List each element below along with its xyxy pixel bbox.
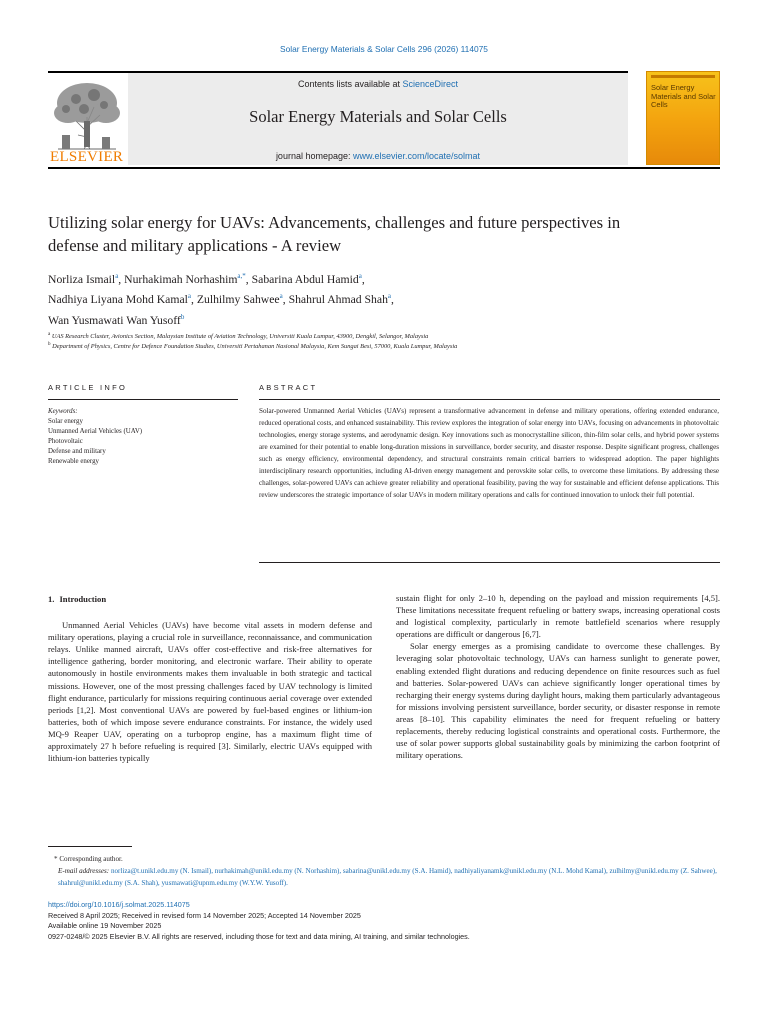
author-affil-sup[interactable]: a — [115, 272, 119, 280]
keyword-item: Unmanned Aerial Vehicles (UAV) — [48, 427, 143, 435]
affiliation-text: UAS Research Cluster, Avionics Section, Malaysian Institute of Aviation Technology, Universiti Kuala Lumpur, 43900, Dengkil, Selangor, Malaysia — [51, 333, 429, 341]
keywords-block — [48, 407, 238, 466]
body-paragraph: sustain flight for only 2–10 h, depending on the payload and mission requirements [4,5]. These limitations necessitate frequent refueling or battery swaps, increasing operational costs and logistical complexity, particularly in remote battlefield scenarios where resupply operations are difficult or dangerous [6,7]. — [396, 593, 720, 640]
body-paragraph: Solar energy emerges as a promising candidate to overcome these challenges. By leveraging solar photovoltaic technology, UAVs can harness sunlight to generate power, enabling extended flight durations and reducing dependence on finite resources such as fuel and batteries. Solar-powered UAVs can achieve significantly longer operational times by recharging their energy systems during daylight hours, making them particularly advantageous for missions involving persistent surveillance, border security, or disaster response in remote areas [8–10]. This capability eliminates the need for frequent refueling or battery replacements, thereby reducing logistical constraints and operational costs. Furthermore, the use of solar power supports global sustainability goals by minimizing the carbon footprint of military operations. — [396, 641, 720, 761]
section-number: 1. — [48, 594, 55, 604]
homepage-link[interactable]: www.elsevier.com/locate/solmat — [353, 151, 481, 161]
affiliation-sup: b — [48, 342, 51, 347]
author-name: Zulhilmy Sahwee — [196, 293, 280, 307]
author-affil-sup[interactable]: a — [387, 292, 392, 301]
body-column-right — [396, 592, 720, 761]
affiliation-sup: a — [48, 332, 51, 337]
contents-available-line — [128, 79, 628, 89]
article-info-heading: ARTICLE INFO — [48, 383, 128, 392]
journal-homepage-line — [128, 151, 628, 161]
email-label: E-mail addresses: — [58, 867, 110, 875]
author-affil-sup[interactable]: a — [187, 292, 191, 301]
masthead-bottom-rule — [48, 167, 720, 169]
body-column-left — [48, 593, 372, 764]
abstract-heading: ABSTRACT — [259, 383, 318, 392]
author-7[interactable] — [48, 314, 184, 327]
available-online: Available online 19 November 2025 — [48, 921, 162, 931]
keyword-item: Renewable energy — [48, 457, 99, 465]
contents-prefix: Contents lists available at — [297, 79, 403, 89]
author-2[interactable]: Nurhakimah Norhashim$^{a,*}$, — [124, 272, 252, 286]
masthead-center-panel — [128, 73, 628, 165]
affiliation-text: Department of Physics, Centre for Defence Foundation Studies, Universiti Pertahanan Nasional Malaysia, Kem Sungai Besi, 57000, Kuala Lumpur, Malaysia — [52, 343, 458, 351]
author-affil-sup[interactable]: b — [180, 312, 185, 321]
author-name: Nurhakimah Norhashim — [124, 272, 238, 286]
email-list[interactable]: norliza@t.unikl.edu.my (N. Ismail), nurhakimah@unikl.edu.my (N. Norhashim), sabarina@unikl.edu.my (S.A. Hamid), nadhiyaliyanamk@unikl.edu.my (N.L. Mohd Kamal), zulhilmy@unikl.edu.my (Z. Sahwee), shahrul@unikl.edu.my (S.A. Shah), yusmawati@upnm.edu.my (W.Y.W. Yusoff). — [58, 867, 717, 887]
footnote-rule — [48, 846, 132, 847]
journal-cover-thumbnail[interactable] — [646, 71, 720, 165]
keyword-item: Solar energy — [48, 417, 83, 425]
author-list — [48, 268, 688, 329]
author-1[interactable]: Norliza Ismail$^a$, — [48, 272, 125, 286]
journal-citation[interactable]: Solar Energy Materials & Solar Cells 296 (2026) 114075 — [280, 44, 488, 54]
article-info-rule — [48, 399, 238, 400]
author-6[interactable]: Shahrul Ahmad Shah$^a$, — [288, 292, 394, 307]
author-name: Norliza Ismail — [48, 272, 116, 286]
author-affil-sup[interactable]: a,* — [237, 272, 246, 280]
homepage-prefix: journal homepage: — [275, 151, 353, 161]
body-paragraph: Unmanned Aerial Vehicles (UAVs) have become vital assets in modern defense and military operations, playing a crucial role in surveillance, reconnaissance, and communication relays. Unlike manned aircraft, UAVs offer cost-effective and risk-free alternatives for intelligence gathering, border monitoring, and electronic warfare. Their ability to operate autonomously in hostile environments makes them invaluable in both strategic and tactical missions. However, one of the most pressing challenges faced by UAV technology is limited flight endurance, particularly for missions requiring continuous aerial coverage over extended periods [1,2]. Most conventional UAVs are powered by fuel-based engines or lithium-ion batteries, both of which impose severe endurance constraints. For instance, the widely used MQ-9 Reaper UAV, operating on a turboprop engine, has a maximum flight time of approximately 27 h before refueling is required [3]. Similarly, electric UAVs equipped with lithium-ion batteries typically — [48, 620, 372, 764]
abstract-bottom-rule — [259, 562, 720, 563]
author-name: Shahrul Ahmad Shah — [288, 293, 388, 307]
doi-link[interactable]: https://doi.org/10.1016/j.solmat.2025.114075 — [48, 900, 190, 909]
author-affil-sup[interactable]: a — [279, 292, 283, 301]
email-addresses — [48, 865, 723, 889]
publisher-wordmark[interactable]: ELSEVIER — [50, 149, 124, 165]
author-name: Sabarina Abdul Hamid — [251, 272, 359, 286]
author-name: Wan Yusmawati Wan Yusoff — [48, 313, 181, 327]
author-5[interactable]: Zulhilmy Sahwee$^a$, — [196, 292, 289, 307]
section-heading-introduction — [48, 593, 372, 605]
received-dates: Received 8 April 2025; Received in revised form 14 November 2025; Accepted 14 November 2025 — [48, 910, 361, 920]
sciencedirect-link[interactable]: ScienceDirect — [402, 79, 459, 89]
section-title: Introduction — [59, 594, 107, 604]
footnotes — [48, 853, 723, 889]
cover-title: Solar Energy Materials and Solar Cells — [651, 83, 716, 109]
article-title: Utilizing solar energy for UAVs: Advancements, challenges and future perspectives in defense and military applications - A review — [48, 213, 621, 255]
journal-masthead — [48, 71, 720, 169]
publication-info — [48, 900, 723, 942]
cover-strip — [651, 75, 715, 78]
keyword-item: Photovoltaic — [48, 437, 83, 445]
abstract-text: Solar-powered Unmanned Aerial Vehicles (UAVs) represent a transformative advancement in defense and military operations, offering extended endurance, reduced operational costs, and enhanced sustainability. This review explores the integration of solar energy into UAVs, focusing on advancements in photovoltaic technologies, energy storage systems, and aerodynamic design. Key innovations such as monocrystalline silicon, thin-film solar cells, and hybrid power systems are examined for their potential to enable long-duration missions in surveillance, border security, and disaster response. Despite significant progress, challenges such as energy efficiency, environmental dependency, and structural constraints remain critical barriers to widespread adoption. The paper highlights interdisciplinary research opportunities, including AI-driven energy management and perovskite solar cells, to overcome these limitations. By addressing these challenges, solar-powered UAVs can achieve greater reliability and operational feasibility, paving the way for sustainable and efficient defense applications. This review underscores the strategic importance of solar UAVs in modern military operations and calls for continued innovation to unlock their full potential. — [259, 407, 719, 499]
author-affil-sup[interactable]: a — [358, 272, 362, 280]
keyword-item: Defense and military — [48, 447, 106, 455]
affiliation-b — [48, 340, 728, 351]
author-name: Nadhiya Liyana Mohd Kamal — [48, 293, 188, 307]
keywords-label: Keywords: — [48, 408, 78, 415]
abstract-rule — [259, 399, 720, 400]
corresponding-author-note: * Corresponding author. — [54, 855, 123, 863]
copyright-line: 0927-0248/© 2025 Elsevier B.V. All rights are reserved, including those for text and data mining, AI training, and similar technologies. — [48, 931, 470, 941]
author-4[interactable]: Nadhiya Liyana Mohd Kamal$^a$, — [48, 292, 197, 307]
author-3[interactable]: Sabarina Abdul Hamid$^a$, — [251, 272, 365, 286]
journal-name: Solar Energy Materials and Solar Cells — [249, 107, 507, 126]
